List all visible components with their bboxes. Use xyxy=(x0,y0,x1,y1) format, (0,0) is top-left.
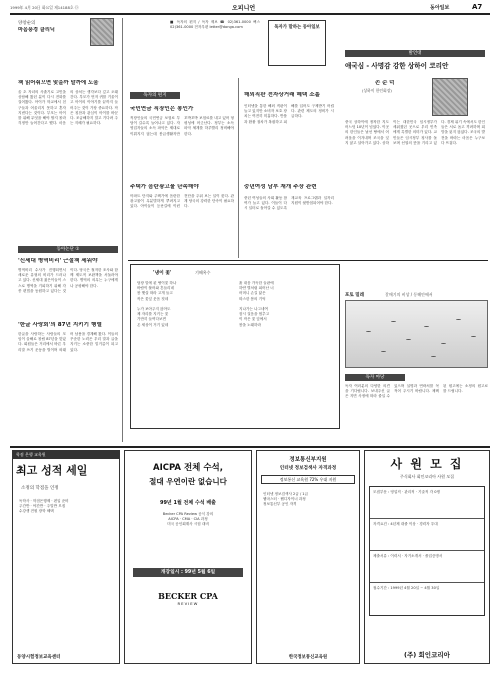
col4-body: 중국 상하이에 정착한 지도 어느덧 10년이 넘었다. 이곳의 한인들은 낯선 땅에서 어려움을 이겨내며 조국을 잊지 않고 살아가고 있다. 상하이는 대한민국 임시정부가 세워졌던 곳으로 우리 민족에게 특별한 의미가 있다. 교민들은 임시정부 청사를 돌보며 선열의 뜻을 기리고 있다. 경제 위기 속에서도 한인들은 서로 돕고 격려하며 희망을 잃지 않았다. 조국의 발전을 바라는 마음은 누구보다 뜨겁다. xyxy=(345,120,485,145)
ad2-title: AICPA 전체 수석, xyxy=(153,463,223,473)
photo-caption: 갈매기의 비상 / 동해안에서 xyxy=(385,292,433,297)
col2-badge-title: 독자가 말하는 동아일보 xyxy=(274,25,320,30)
col1-body3: 한글을 사랑하는 사람들의 모임이 올해로 창립 87년을 맞았다. 회원들은 거리에서 바른 우리말 쓰기 운동을 벌이며 외래어 남용을 경계해 왔다. 이들의 꾸준한 노력은 우리 말과 글을 지키는 소중한 밑거름이 되고 있다. xyxy=(18,332,118,352)
ad2-body: Becker CPA Review 공식 강의 AICPA · CMA · CIA 과정 미국 공인회계사 시험 대비 xyxy=(162,512,214,527)
col4-author: 손 순 덕 xyxy=(375,80,395,86)
bird-icon xyxy=(471,336,476,338)
ad-internet xyxy=(256,450,360,664)
col3-body2: 중년 여성들의 사회 활동 참여가 늘고 있다. 이들이 다시 일터로 돌아갈 수 있도록 재교육 프로그램과 일자리 지원이 뒷받침되어야 한다. xyxy=(244,196,334,211)
ad2-highlight: 99년 1월 전체 수석 배출 xyxy=(159,500,217,506)
divider-col1 xyxy=(122,18,123,442)
col3-headline2: 중년여성 남부 재개 주장 관련 xyxy=(244,184,317,190)
ad4-sub: 주식회사 회인코리아 사원 모집 xyxy=(399,474,455,479)
ad1-top: 학점 은행 교육원 xyxy=(13,451,119,459)
bird-icon xyxy=(366,331,371,333)
ad1-body: 독학사 · 학점은행제 · 편입 준비 주간반 · 야간반 · 주말반 모집 수강생 전원 장학 혜택 xyxy=(19,499,69,514)
ad2-banner: 개강일시 : 99년 5월 6일 xyxy=(133,568,243,577)
masthead-rule xyxy=(10,13,490,15)
bird-icon xyxy=(424,326,429,328)
ad1-sub: 소정의 학점을 인정 xyxy=(21,486,59,491)
masthead xyxy=(10,3,490,13)
col2-body: 직장인들의 국민연금 보험료 부담이 갈수록 늘어나고 있다. 자영업자들의 소득 파악은 제대로 이뤄지지 않는데 봉급생활자만 꼬박꼬박 보험료를 내고 있어 형평성에 어긋난다. 정부는 소득 파악 체계를 하루빨리 정비해야 한다. xyxy=(130,116,234,136)
col4-headline: 애국심 - 사명감 강한 상하이 코리안 xyxy=(345,62,449,70)
ad-school xyxy=(12,450,120,664)
col2-body2: 아파트 단지와 주택가에 음란한 광고물이 무분별하게 뿌려지고 있다. 아이들이 등굣길에 이런 전단을 주워 보는 일이 잦다. 관계 당국의 강력한 단속이 필요하다. xyxy=(130,194,234,209)
editorial-tag: 독자 마당 xyxy=(345,374,405,381)
bird-icon xyxy=(381,351,386,353)
bird-icon xyxy=(391,321,396,323)
masthead-section: 오피니언 xyxy=(232,5,256,12)
ad-recruit xyxy=(364,450,490,664)
col1-headline3: '한글 사랑회'의 87년 지키기 행렬 xyxy=(18,322,102,328)
ads-rule xyxy=(10,446,490,448)
col1-top-title: 마음풍경 클리닉 xyxy=(18,27,55,33)
bird-icon xyxy=(441,343,446,345)
col3-headline: 해외직판 전자상거래 혜택 소홀 xyxy=(244,92,321,98)
ad1-footer: 동양시험정보교육센터 xyxy=(17,655,61,660)
ad4-table xyxy=(369,486,485,616)
poem-title: '냉이 꽃' xyxy=(153,271,172,276)
col2-reader-badge xyxy=(268,20,326,66)
photo-box xyxy=(345,300,488,368)
photo-tag: 포토 밀레 xyxy=(345,293,364,298)
col1-top-label: 양창순의 xyxy=(18,21,36,26)
col4-author-title: (상하이 한인회장) xyxy=(362,88,392,93)
masthead-date: 1999年 4月 20日 화요일 제14188호 ㉤ xyxy=(10,5,79,10)
ad4-row1: 모집부문 : 영업직 · 관리직 · 기술직 각 0명 xyxy=(370,487,484,519)
col4-author-photo xyxy=(432,78,468,116)
poem-box xyxy=(130,264,340,429)
poem-right: 흙 내음 가득한 들판에 하얀 별처럼 피어난 너 어머니 손길 닮은 따스한 봄의 기억 지나가는 나그네여 잠시 걸음을 멈추고 이 작은 꽃 앞에서 봄을 노래하라 xyxy=(239,281,274,327)
ad4-row3: 제출서류 : 이력서 · 자기소개서 · 졸업증명서 xyxy=(370,551,484,583)
col2-tag: 독자의 편지 xyxy=(130,92,180,99)
bird-icon xyxy=(431,356,436,358)
col1-author-photo xyxy=(90,18,114,46)
poem-left: 담장 밑에 핀 냉이꽃 하나 바람이 불어와 흔들리네 봄 햇살 따라 고개 들고 작은 꽃잎 웃음 짓네 누가 보아주지 않아도 제 자리를 지키는 꽃 가만히 들여다보면 온 세상이 거기 있네 xyxy=(137,281,177,327)
ad2-title2: 절대 우연이란 없습니다 xyxy=(149,477,227,486)
ad3-title: 인터넷 정보검색사 자격과정 xyxy=(279,466,337,471)
col1-headline2: '신세대 병역비리' 근절책 세워야 xyxy=(18,258,98,264)
ad4-company: (주) 회인코리아 xyxy=(404,651,450,659)
ad1-title: 최고 성적 세일 xyxy=(16,464,88,477)
ad4-row4: 접수기간 : 1999년 4월 20일 ~ 4월 30일 xyxy=(373,586,440,590)
col1-section2-tag: 동아논단 ① xyxy=(18,246,118,253)
masthead-page: A7 xyxy=(472,3,483,11)
mid-rule xyxy=(128,260,488,261)
ad3-footer: 한국정보통신교육원 xyxy=(288,655,328,660)
poem-poet: 기해옥수 xyxy=(195,270,211,275)
editorial-body: 독자 여러분의 다양한 의견을 기다립니다. 보내주신 글은 지면 사정에 따라 줄일 수 있으며 실명과 연락처를 꼭 적어 주시기 바랍니다. 채택된 원고에는 소정의 원고료를 드립니다. xyxy=(345,384,488,399)
divider-col2 xyxy=(238,78,239,258)
col2-headline2: 주택가 음란광고물 단속해야 xyxy=(130,184,199,190)
bird-icon xyxy=(406,339,411,341)
bird-icon xyxy=(456,319,461,321)
ad3-top: 정보통신부지원 xyxy=(289,457,327,463)
ad3-sub: 정보통신 교육원 72% 우대 지원 xyxy=(261,475,355,484)
col4-tag: 발언대 xyxy=(345,50,485,57)
ad2-logo-sub: REVIEW xyxy=(177,601,199,606)
ad-aicpa xyxy=(124,450,252,664)
ad2-logo: BECKER CPA xyxy=(158,591,218,601)
col2-headline: 국민연금 직장인은 봉인가 xyxy=(130,106,194,112)
col2-top-text: ■ 독자의 편지 / 독자 제보 ☎ 02)361-0000 팩스 02)361-0000 전자우편 letter@donga.com xyxy=(170,20,260,30)
col1-headline: 책 읽어줘으면 맞을까 말까에 도움 xyxy=(18,80,99,86)
ad3-body: 인터넷 정보검색사 2급 / 1급 웹마스터 · 웹디자이너 과정 정보통신부 공인 자격 xyxy=(263,492,309,507)
col1-body: 올 초 자녀의 사춘기로 고민을 상담해 왔던 분이 다시 전화를 걸어왔다. 아이가 학교에서 친구들과 어울리지 못하고 혼자 지낸다는 것이다. 부모는 아이를 위해 무엇을 해야 할지 몰라 걱정만 늘어간다고 했다. 마음의 상처는 생각보다 깊고 오래간다. 부모가 먼저 귀를 기울이고 아이의 이야기를 끝까지 들어주는 것이 가장 중요하다. 작은 칭찬과 관심이 아이를 바꾼다. 조급해하지 말고 기다려 주는 지혜가 필요하다. xyxy=(18,90,118,126)
col3-body: 인터넷을 통한 해외 직판이 늘고 있지만 소비자 보호 장치는 여전히 미흡하다. 반품과 환불 절차가 복잡하고 피해를 입어도 구제받기 어렵다. 관련 제도의 정비가 시급하다. xyxy=(244,104,334,124)
ad4-title: 사 원 모 집 xyxy=(390,457,464,471)
col1-body2: 병역비리 수사가 진행되면서 새로운 유형의 비리가 드러나고 있다. 신세대 젊은이들이 스스로 병역을 기피하기 위해 각종 편법을 동원하고 있다는 것이다. 당국은 철저한 조사와 함께 제도적 보완책을 서둘러야 한다. 병역의 의무는 누구에게나 공평해야 한다. xyxy=(18,268,118,293)
ad4-row2: 자격요건 : 4년제 대졸 이상 · 경력자 우대 xyxy=(370,519,484,551)
masthead-paper: 동아일보 xyxy=(430,5,450,11)
